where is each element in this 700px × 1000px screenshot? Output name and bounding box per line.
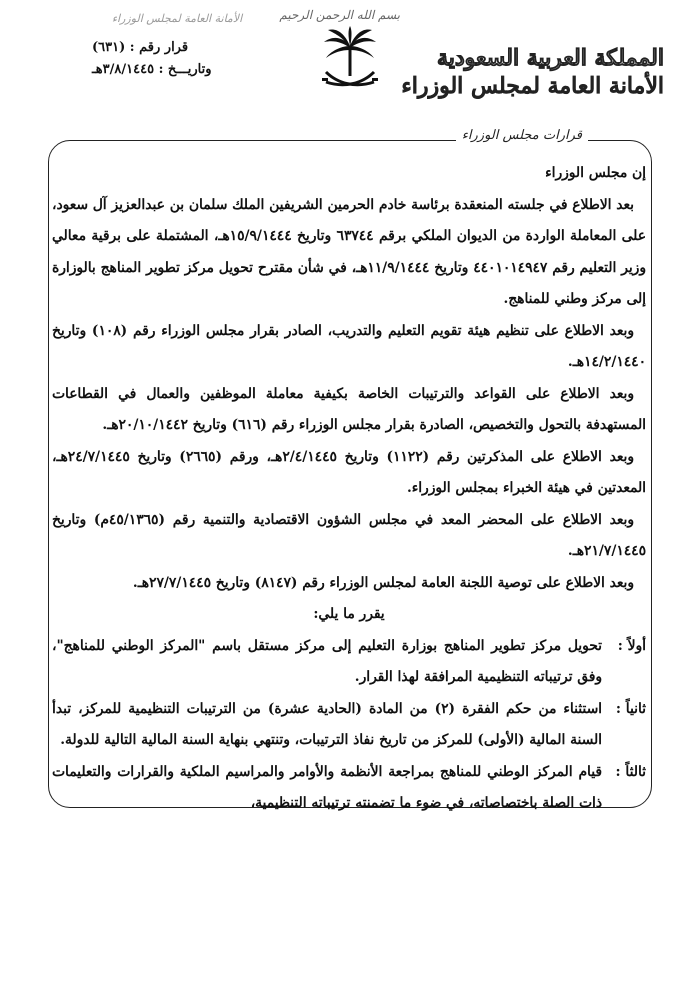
paragraph-1: بعد الاطلاع في جلسته المنعقدة برئاسة خادم الحرمين الشريفين الملك سلمان بن عبدالعزيز آل سعود، على المعاملة الواردة من الديوان الملكي برقم ٦٣٧٤٤ وتاريخ ١٥/٩/١٤٤٤هـ، المشتملة على برقية معالي وزير التعليم رقم ٤٤٠١٠١٤٩٤٧ وتاريخ ١١/٩/١٤٤٤هـ، في شأن مقترح تحويل مركز تطوير المناهج بالوزارة إلى مركز وطني للمناهج. (52, 196, 646, 307)
opening-line: إن مجلس الوزراء (545, 165, 646, 181)
decides-heading: يقرر ما يلي: (313, 606, 385, 622)
header-center (279, 8, 400, 94)
decision-item-1 (52, 631, 646, 694)
paragraph-6: وبعد الاطلاع على توصية اللجنة العامة لمجلس الوزراء رقم (٨١٤٧) وتاريخ ٢٧/٧/١٤٤٥هـ. (132, 574, 634, 591)
decision-number-label: قرار رقم : (129, 40, 189, 55)
saudi-palm-swords-emblem-icon (320, 26, 380, 94)
decision-date-line (92, 59, 262, 81)
document-body (52, 158, 646, 820)
decision-info-block (92, 12, 262, 81)
secretariat-watermark: الأمانة العامة لمجلس الوزراء (111, 12, 243, 25)
paragraph-4: وبعد الاطلاع على المذكرتين رقم (١١٢٢) وتاريخ ٢/٤/١٤٤٥هـ، ورقم (٢٦٦٥) وتاريخ ٢٤/٧/١٤٤٥هـ، المعدتين في هيئة الخبراء بمجلس الوزراء. (52, 448, 646, 496)
decision-date-value: ٣/٨/١٤٤٥هـ (92, 62, 155, 77)
decision-item-2 (52, 694, 646, 757)
kingdom-name: المملكة العربية السعودية (436, 45, 664, 71)
basmala: بسم الله الرحمن الرحيم (279, 8, 400, 22)
paragraph-3: وبعد الاطلاع على القواعد والترتيبات الخاصة بكيفية معاملة الموظفين والعمال في القطاعات المستهدفة بالتحول والتخصيص، الصادرة بقرار مجلس الوزراء رقم (٦١٦) وتاريخ ٢٠/١٠/١٤٤٢هـ. (52, 385, 646, 433)
paragraph-2: وبعد الاطلاع على تنظيم هيئة تقويم التعليم والتدريب، الصادر بقرار مجلس الوزراء رقم (١٠٨) وتاريخ ١٤/٢/١٤٤٠هـ. (52, 322, 646, 370)
paragraph-5: وبعد الاطلاع على المحضر المعد في مجلس الشؤون الاقتصادية والتنمية رقم (٤٥/١٣٦٥م) وتاريخ ٢١/٧/١٤٤٥هـ. (52, 511, 646, 559)
decision-date-label: وتاريـــخ : (158, 62, 212, 77)
item-label: ثالثاً : (615, 763, 646, 780)
general-secretariat-name: الأمانة العامة لمجلس الوزراء (401, 73, 664, 99)
item-label: ثانياً : (615, 700, 646, 717)
item-label: أولاً : (617, 637, 646, 654)
decision-number-value: (٦٣١) (92, 40, 126, 55)
decision-number-line (92, 37, 262, 59)
item-text: استثناء من حكم الفقرة (٢) من المادة (الحادية عشرة) من الترتيبات التنظيمية للمركز، تبدأ السنة المالية (الأولى) للمركز من تاريخ نفاذ الترتيبات، وتنتهي بنهاية السنة المالية التالية للدولة. (52, 700, 602, 748)
frame-title: قرارات مجلس الوزراء (456, 128, 588, 143)
decision-item-3 (52, 757, 646, 820)
issuer-block (401, 44, 664, 100)
item-text: تحويل مركز تطوير المناهج بوزارة التعليم إلى مركز مستقل باسم "المركز الوطني للمناهج"، وفق ترتيباته التنظيمية المرافقة لهذا القرار. (52, 637, 602, 685)
item-text: قيام المركز الوطني للمناهج بمراجعة الأنظمة والأوامر والمراسيم الملكية والقرارات والتعليمات ذات الصلة باختصاصاته، في ضوء ما تضمنته ترتيباته التنظيمية، (52, 763, 602, 811)
